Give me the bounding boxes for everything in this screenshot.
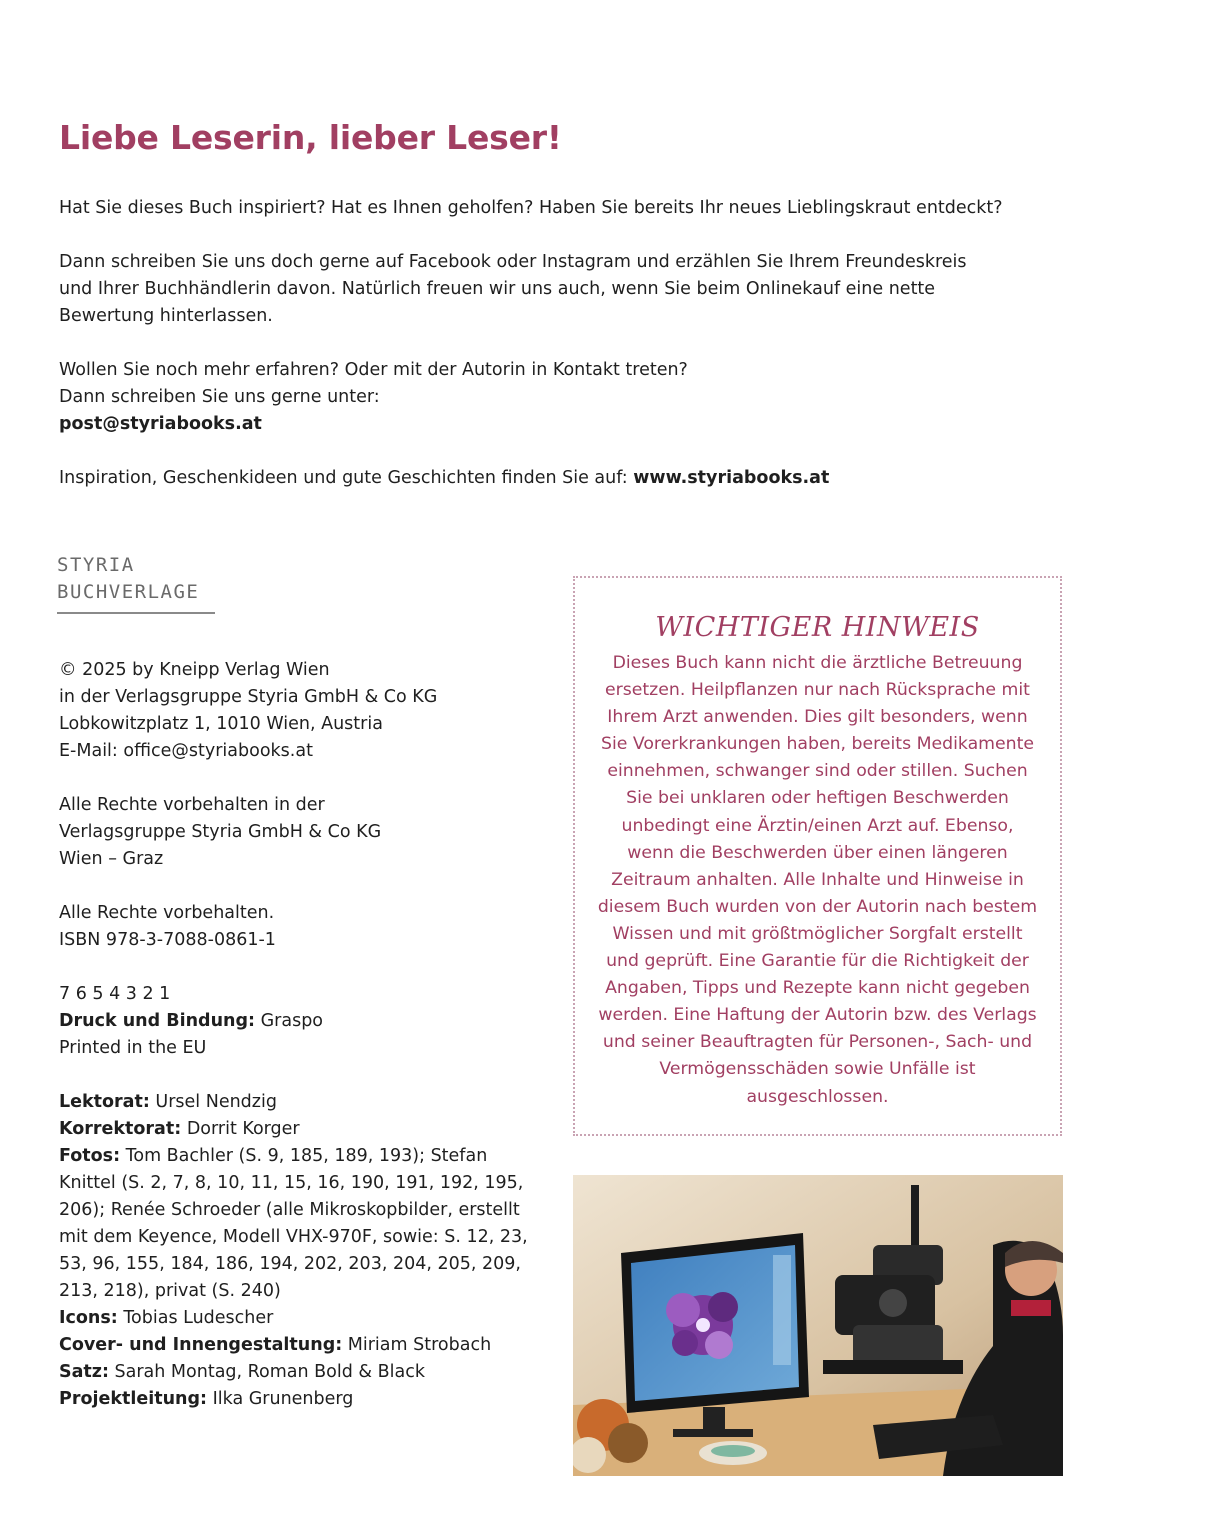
credit-value: Sarah Montag, Roman Bold & Black	[108, 1362, 425, 1382]
imprint	[59, 657, 549, 1440]
website-link: www.styriabooks.at	[633, 468, 830, 488]
credit-label: Lektorat:	[59, 1092, 150, 1112]
credit-value: Tom Bachler (S. 9, 185, 189, 193); Stefan Knittel (S. 2, 7, 8, 10, 11, 15, 16, 190, 191, 192, 195, 206); Renée Schroeder (alle Mikroskopbilder, erstellt mit dem Keyence, Modell VHX-970F, sowie: S. 12, 23, 53, 96, 155, 184, 186, 194, 202, 203, 204, 205, 209, 213, 218), privat (S. 240)	[59, 1146, 528, 1301]
credit-label: Icons:	[59, 1308, 118, 1328]
credit-icons	[59, 1305, 549, 1332]
imprint-line: in der Verlagsgruppe Styria GmbH & Co KG	[59, 687, 438, 707]
intro-p2-line: und Ihrer Buchhändlerin davon. Natürlich freuen wir uns auch, wenn Sie beim Onlinekauf eine nette	[59, 279, 936, 299]
intro-text	[59, 195, 1059, 519]
intro-paragraph-3	[59, 357, 1059, 438]
print-value: Graspo	[255, 1011, 324, 1031]
credit-label: Korrektorat:	[59, 1119, 182, 1139]
imprint-line: Wien – Graz	[59, 849, 164, 869]
imprint-copyright	[59, 657, 549, 765]
photo-illustration	[573, 1175, 1063, 1476]
notice-title: WICHTIGER HINWEIS	[655, 612, 980, 643]
imprint-rights	[59, 792, 549, 873]
credit-label: Satz:	[59, 1362, 109, 1382]
credit-label: Fotos:	[59, 1146, 121, 1166]
credit-value: Ursel Nendzig	[149, 1092, 277, 1112]
credit-projektleitung	[59, 1386, 549, 1413]
print-run: 7 6 5 4 3 2 1	[59, 984, 171, 1004]
website-intro: Inspiration, Geschenkideen und gute Geschichten finden Sie auf:	[59, 468, 634, 488]
imprint-isbn-block	[59, 900, 549, 954]
page-heading: Liebe Leserin, lieber Leser!	[59, 118, 562, 157]
credit-label: Projektleitung:	[59, 1389, 208, 1409]
print-label: Druck und Bindung:	[59, 1011, 256, 1031]
intro-p3-line: Dann schreiben Sie uns gerne unter:	[59, 387, 380, 407]
credit-value: Miriam Strobach	[342, 1335, 492, 1355]
credit-fotos	[59, 1143, 549, 1305]
credit-gestaltung	[59, 1332, 549, 1359]
important-notice-box	[573, 576, 1062, 1136]
author-microscope-photo	[573, 1175, 1063, 1476]
print-binding	[59, 1008, 549, 1035]
credit-korrektorat	[59, 1116, 549, 1143]
intro-p2-line: Dann schreiben Sie uns doch gerne auf Facebook oder Instagram und erzählen Sie Ihrem Freundeskreis	[59, 252, 967, 272]
intro-paragraph-2	[59, 249, 1059, 330]
intro-p3-line: Wollen Sie noch mehr erfahren? Oder mit der Autorin in Kontakt treten?	[59, 360, 688, 380]
intro-p2-line: Bewertung hinterlassen.	[59, 306, 273, 326]
intro-paragraph-4	[59, 465, 1059, 492]
logo-line-1: STYRIA	[57, 554, 135, 576]
credit-value: Tobias Ludescher	[117, 1308, 274, 1328]
credit-lektorat	[59, 1089, 549, 1116]
logo-underline	[57, 612, 215, 614]
credit-value: Dorrit Korger	[181, 1119, 300, 1139]
imprint-line: Alle Rechte vorbehalten in der	[59, 795, 325, 815]
imprint-line: E-Mail: office@styriabooks.at	[59, 741, 313, 761]
intro-paragraph-1: Hat Sie dieses Buch inspiriert? Hat es Ihnen geholfen? Haben Sie bereits Ihr neues Lieblingskraut entdeckt?	[59, 198, 1003, 218]
imprint-print-block	[59, 981, 549, 1062]
logo-line-2: BUCHVERLAGE	[57, 581, 200, 603]
imprint-line: Verlagsgruppe Styria GmbH & Co KG	[59, 822, 382, 842]
credit-satz	[59, 1359, 549, 1386]
credit-value: Ilka Grunenberg	[207, 1389, 354, 1409]
imprint-rights-2: Alle Rechte vorbehalten.	[59, 903, 275, 923]
imprint-credits	[59, 1089, 549, 1413]
imprint-line: © 2025 by Kneipp Verlag Wien	[59, 660, 330, 680]
styria-logo	[57, 552, 217, 614]
imprint-line: Lobkowitzplatz 1, 1010 Wien, Austria	[59, 714, 383, 734]
imprint-isbn: ISBN 978-3-7088-0861-1	[59, 930, 276, 950]
printed-in: Printed in the EU	[59, 1038, 207, 1058]
contact-email: post@styriabooks.at	[59, 414, 262, 434]
credit-label: Cover- und Innengestaltung:	[59, 1335, 343, 1355]
notice-body: Dieses Buch kann nicht die ärztliche Betreuung ersetzen. Heilpflanzen nur nach Rücksprache mit Ihrem Arzt anwenden. Dies gilt besonders, wenn Sie Vorerkrankungen haben, bereits Medikamente einnehmen, schwanger sind oder stillen. Suchen Sie bei unklaren oder heftigen Beschwerden unbedingt eine Ärztin/einen Arzt auf. Ebenso, wenn die Beschwerden über einen längeren Zeitraum anhalten. Alle Inhalte und Hinweise in diesem Buch wurden von der Autorin nach bestem Wissen und mit größtmöglicher Sorgfalt erstellt und geprüft. Eine Garantie für die Richtigkeit der Angaben, Tipps und Rezepte kann nicht gegeben werden. Eine Haftung der Autorin bzw. des Verlags und seiner Beauftragten für Personen-, Sach- und Vermögensschäden sowie Unfälle ist ausgeschlossen.	[597, 653, 1038, 1107]
